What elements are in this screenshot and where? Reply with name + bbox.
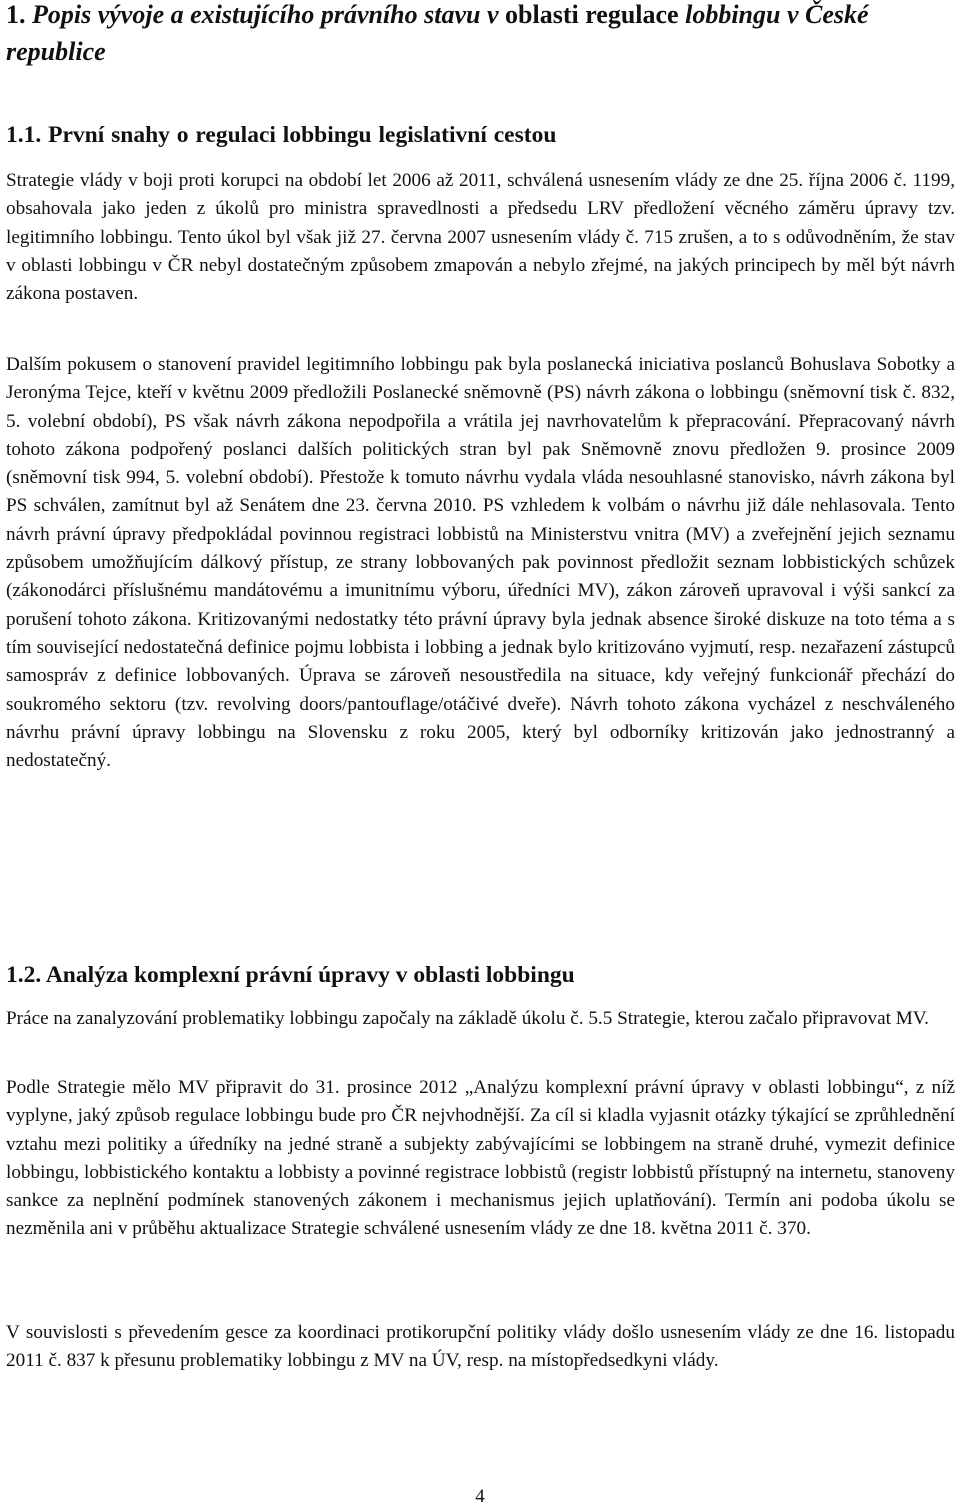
section-1-1-heading: 1.1. První snahy o regulaci lobbingu legislativní cestou [6, 122, 557, 148]
chapter-number: 1. [6, 0, 26, 29]
page-number: 4 [475, 1486, 485, 1507]
chapter-heading [6, 0, 955, 70]
section-1-2-paragraph-3: V souvislosti s převedením gesce za koordinaci protikorupční politiky vlády došlo usnesením vlády ze dne 16. listopadu 2011 č. 837 k přesunu problematiky lobbingu z MV na ÚV, resp. na místopředsedkyni vlády. [6, 1322, 955, 1372]
section-1-2-heading: 1.2. Analýza komplexní právní úpravy v oblasti lobbingu [6, 962, 575, 988]
section-1-2-paragraph-1: Práce na zanalyzování problematiky lobbingu započaly na základě úkolu č. 5.5 Strategie, kterou začalo připravovat MV. [6, 1008, 929, 1029]
chapter-title-part-1: Popis vývoje a existujícího právního stavu v [32, 0, 499, 29]
chapter-title-part-3: lobbingu v České republice [6, 0, 869, 66]
section-1-1-paragraph-2: Dalším pokusem o stanovení pravidel legitimního lobbingu pak byla poslanecká iniciativa poslanců Bohuslava Sobotky a Jeronýma Tejce, kteří v květnu 2009 předložili Poslanecké sněmovně (PS) návrh zákona o lobbingu (sněmovní tisk č. 832, 5. volební období), PS však návrh zákona nepodpořila a vrátila jej navrhovatelům k přepracování. Přepracovaný návrh tohoto zákona podpořený poslanci dalších politických stran byl pak Sněmovně znovu předložen 9. prosince 2009 (sněmovní tisk 994, 5. volební období). Přestože k tomuto návrhu vydala vláda nesouhlasné stanovisko, návrh zákona byl PS schválen, zamítnut byl až Senátem dne 23. června 2010. PS vzhledem k volbám o návrhu již dále nehlasovala. Tento návrh právní úpravy předpokládal povinnou registraci lobbistů na Ministerstvu vnitra (MV) a zveřejnění jejich seznamu způsobem umožňujícím dálkový přístup, ze strany lobbovaných pak povinnost předložit seznam lobbistických schůzek (zákonodárci příslušnému mandátovému a imunitnímu výboru, úředníci MV), zákon zároveň upravoval i výši sankcí za porušení tohoto zákona. Kritizovanými nedostatky této právní úpravy byla jednak absence široké diskuze na toto téma a s tím související nedostatečná definice pojmu lobbista i lobbing a jednak bylo kritizováno vyjmutí, resp. nezařazení zástupců samospráv z definice lobbovaných. Úprava se zároveň nesoustředila na situace, kdy veřejný funkcionář přechází do soukromého sektoru (tzv. revolving doors/pantouflage/otáčivé dveře). Návrh tohoto zákona vycházel z neschváleného návrhu právní úpravy lobbingu na Slovensku z roku 2005, který byl odborníky kritizován jako jednostranný a nedostatečný. [6, 354, 955, 772]
section-1-1-paragraph-1: Strategie vlády v boji proti korupci na období let 2006 až 2011, schválená usnesením vlády ze dne 25. října 2006 č. 1199, obsahovala jako jeden z úkolů pro ministra spravedlnosti a předsedu LRV předložení věcného záměru úpravy tzv. legitimního lobbingu. Tento úkol byl však již 27. června 2007 usnesením vlády č. 715 zrušen, a to s odůvodněním, že stav v oblasti lobbingu v ČR nebyl dostatečným způsobem zmapován a nebylo zřejmé, na jakých principech by měl být návrh zákona postaven. [6, 170, 955, 305]
chapter-title-part-2: oblasti regulace [505, 0, 679, 29]
section-1-2-paragraph-2: Podle Strategie mělo MV připravit do 31. prosince 2012 „Analýzu komplexní právní úpravy v oblasti lobbingu“, z níž vyplyne, jaký způsob regulace lobbingu bude pro ČR nejvhodnější. Za cíl si kladla vyjasnit otázky týkající se zprůhlednění vztahu mezi politiky a úředníky na jedné straně a subjekty zabývajícími se lobbingem na straně druhé, vymezit definice lobbingu, lobbistického kontaktu a lobbisty a povinné registrace lobbistů (registr lobbistů přístupný na internetu, stanoveny sankce za neplnění podmínek stanovených zákonem i mechanismus jejich uplatňování). Termín ani podoba úkolu se nezměnila ani v průběhu aktualizace Strategie schválené usnesením vlády ze dne 18. května 2011 č. 370. [6, 1077, 955, 1240]
